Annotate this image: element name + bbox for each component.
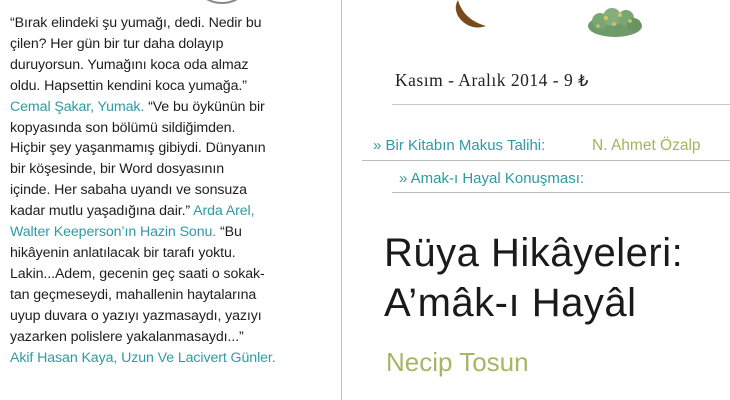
- issue-label: Kasım - Aralık 2014 - 9: [395, 70, 574, 90]
- quote-fragment: çilen? Her gün bir tur daha dolayıp: [10, 35, 224, 52]
- quote-fragment: oldu. Hapsettin kendini koca yumağa.”: [10, 77, 247, 94]
- quote-fragment: “Ve bu öykünün bir: [144, 98, 265, 115]
- quote-fragment: bir köşesinde, bir Word dosyasının: [10, 161, 224, 178]
- quote-fragment: kadar mutlu yaşadığına dair.”: [10, 203, 191, 220]
- crescent-moon-illustration: [452, 0, 488, 30]
- feature-title-line-2: A’mâk-ı Hayâl: [384, 281, 637, 325]
- quote-fragment: kopyasında son bölümü sildiğimden.: [10, 119, 236, 136]
- quote-fragment: uyup duvara o yazıyı yazmasaydı, yazıyı: [10, 307, 262, 324]
- quote-line: [10, 285, 302, 306]
- toc-item-amak-i-hayal[interactable]: » Amak-ı Hayal Konuşması:: [399, 170, 585, 187]
- currency-symbol: ₺: [578, 73, 589, 90]
- bush-illustration: [586, 6, 644, 38]
- toc-item-makus-talihi[interactable]: » Bir Kitabın Makus Talihi:: [373, 137, 546, 154]
- quote-text: [10, 13, 302, 368]
- decorative-circle: [190, 0, 254, 4]
- quote-line: [10, 243, 302, 264]
- quote-line: [10, 118, 302, 139]
- quote-line: [10, 76, 302, 97]
- citation: Arda Arel,: [190, 203, 255, 220]
- quote-line: [10, 97, 302, 118]
- quote-fragment: Lakin...Adem, gecenin geç saati o sokak-: [10, 265, 265, 282]
- quote-line: [10, 34, 302, 55]
- quote-line: [10, 138, 302, 159]
- quote-fragment: “Bırak elindeki şu yumağı, dedi. Nedir bu: [10, 15, 262, 31]
- quote-column: [0, 0, 318, 400]
- quote-line: [10, 264, 302, 285]
- quote-fragment: “Bu: [216, 224, 242, 241]
- feature-author: Necip Tosun: [386, 347, 529, 377]
- citation: Walter Keeperson’ın Hazin Sonu.: [10, 224, 217, 241]
- quote-line: [10, 13, 302, 34]
- toc-item-author: N. Ahmet Özalp: [592, 137, 701, 154]
- quote-line: [10, 180, 302, 201]
- quote-line: [10, 55, 302, 76]
- column-divider: [341, 0, 342, 400]
- quote-line: [10, 201, 302, 222]
- quote-fragment: Hiçbir şey yaşanmamış gibiydi. Dünyanın: [10, 140, 266, 157]
- quote-line: [10, 222, 302, 243]
- quote-line: [10, 159, 302, 180]
- toc-divider-2: [392, 192, 730, 193]
- toc-divider-1: [362, 160, 730, 161]
- quote-line: [10, 348, 302, 369]
- quote-fragment: tan geçmeseydi, mahallenin haytalarına: [10, 286, 257, 303]
- citation: Cemal Şakar, Yumak.: [10, 98, 145, 115]
- citation: Akif Hasan Kaya, Uzun Ve Lacivert Günler.: [10, 349, 276, 366]
- quote-fragment: hikâyenin anlatılacak bir tarafı yoktu.: [10, 244, 236, 261]
- feature-title-line-1: Rüya Hikâyeleri:: [384, 231, 684, 275]
- quote-fragment: duruyorsun. Yumağını koca oda almaz: [10, 56, 249, 73]
- quote-fragment: yazarken polislere yakalanmasaydı...”: [10, 328, 244, 345]
- issue-date: [395, 70, 589, 91]
- feature-title: [384, 228, 683, 328]
- quote-fragment: içinde. Her sabaha uyandı ve sonsuza: [10, 182, 247, 199]
- quote-line: [10, 327, 302, 348]
- quote-line: [10, 306, 302, 327]
- issue-underline: [392, 104, 730, 105]
